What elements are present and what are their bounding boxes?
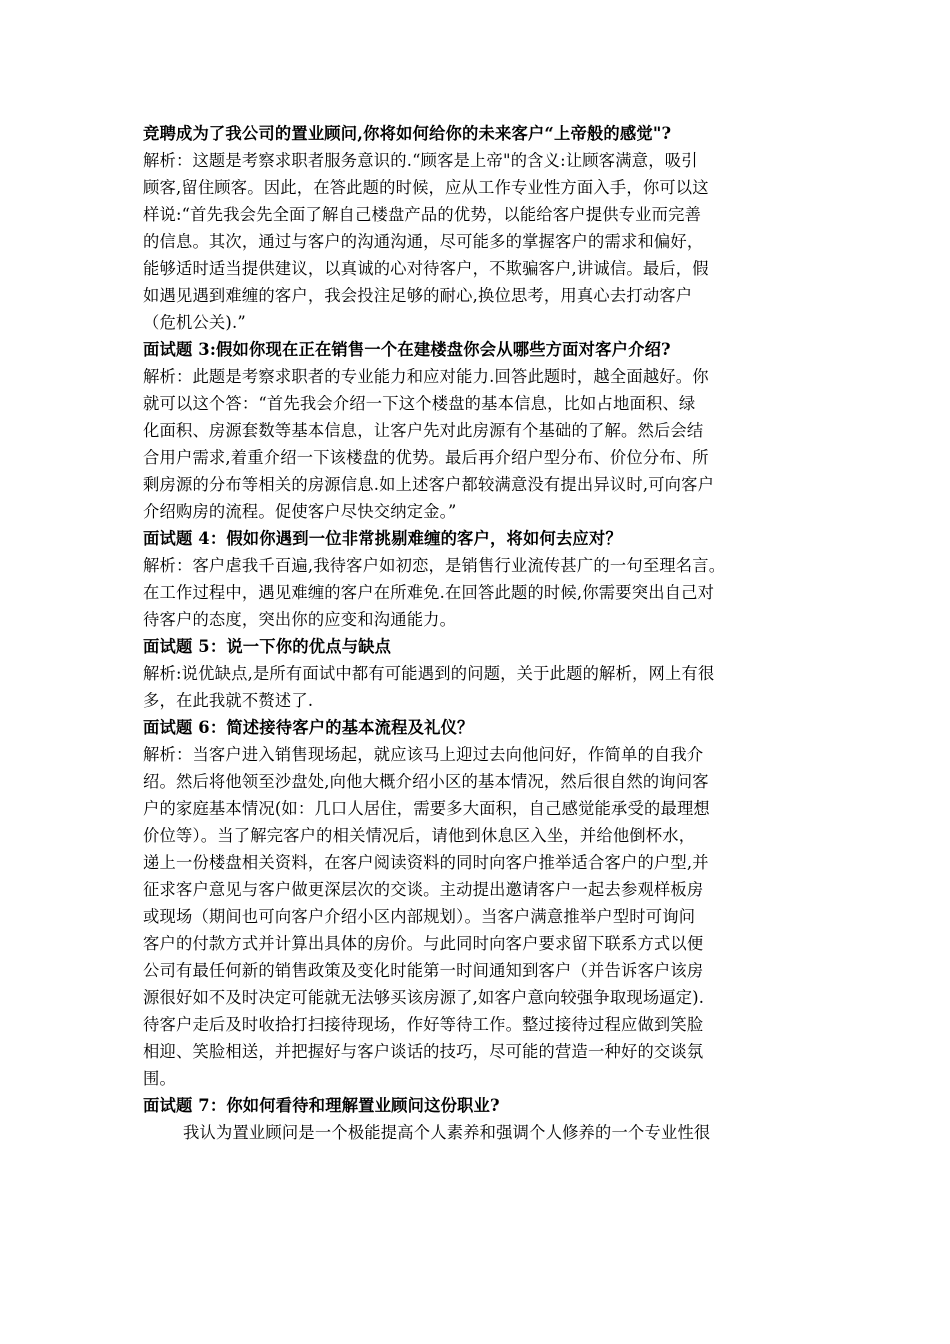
text-line: 公司有最任何新的销售政策及变化时能第一时间通知到客户（并告诉客户该房 [143, 961, 704, 980]
answer-paragraph-3 [143, 363, 815, 525]
text-line: 多，在此我就不赘述了. [143, 691, 314, 710]
text-line: 待客户走后及时收拾打扫接待现场，作好等待工作。整过接待过程应做到笑脸 [143, 1015, 704, 1034]
text-line: 样说:“首先我会先全面了解自己楼盘产品的优势，以能给客户提供专业而完善 [143, 205, 702, 224]
text-line: 相迎、笑脸相送，并把握好与客户谈话的技巧，尽可能的营造一种好的交谈氛 [143, 1042, 704, 1061]
text-line: 能够适时适当提供建议，以真诚的心对待客户，不欺骗客户,讲诚信。最后，假 [143, 259, 709, 278]
text-line: 面试题 5：说一下你的优点与缺点 [143, 637, 392, 656]
text-line: 或现场（期间也可向客户介绍小区内部规划）。当客户满意推举户型时可询问 [143, 907, 696, 926]
text-line: 面试题 7：你如何看待和理解置业顾问这份职业? [143, 1096, 500, 1115]
question-heading-7 [143, 1092, 815, 1119]
text-line: 剩房源的分布等相关的房源信息.如上述客户都较满意没有提出异议时,可向客户 [143, 475, 715, 494]
text-line: 面试题 6：简述接待客户的基本流程及礼仪？ [143, 718, 474, 737]
document-page [143, 120, 815, 1146]
question-heading-1 [143, 120, 815, 147]
text-line: 解析：此题是考察求职者的专业能力和应对能力.回答此题时，越全面越好。你 [143, 367, 709, 386]
text-line: 待客户的态度，突出你的应变和沟通能力。 [143, 610, 457, 629]
text-line: 在工作过程中，遇见难缠的客户在所难免.在回答此题的时候,你需要突出自己对 [143, 583, 715, 602]
text-line: 户的家庭基本情况(如：几口人居住，需要多大面积，自己感觉能承受的最理想 [143, 799, 710, 818]
question-heading-6 [143, 714, 815, 741]
answer-paragraph-1 [143, 147, 815, 336]
text-line: 我认为置业顾问是一个极能提高个人素养和强调个人修养的一个专业性很 [183, 1123, 711, 1142]
text-line: 面试题 4：假如你遇到一位非常挑剔难缠的客户，将如何去应对？ [143, 529, 622, 548]
text-line: 如遇见遇到难缠的客户，我会投注足够的耐心,换位思考，用真心去打动客户 [143, 286, 693, 305]
text-line: 客户的付款方式并计算出具体的房价。与此同时向客户要求留下联系方式以便 [143, 934, 704, 953]
text-line: 顾客,留住顾客。因此，在答此题的时候，应从工作专业性方面入手，你可以这 [143, 178, 709, 197]
answer-paragraph-4 [143, 552, 815, 633]
text-line: 解析：客户虐我千百遍,我待客户如初恋，是销售行业流传甚广的一句至理名言。 [143, 556, 726, 575]
text-line: 竞聘成为了我公司的置业顾问,你将如何给你的未来客户“上帝般的感觉"? [143, 124, 672, 143]
answer-paragraph-6 [143, 741, 815, 1092]
text-line: 价位等）。当了解完客户的相关情况后，请他到休息区入坐，并给他倒杯水， [143, 826, 696, 845]
text-line: 合用户需求,着重介绍一下该楼盘的优势。最后再介绍户型分布、价位分布、所 [143, 448, 709, 467]
text-line: 化面积、房源套数等基本信息，让客户先对此房源有个基础的了解。然后会结 [143, 421, 704, 440]
answer-paragraph-5 [143, 660, 815, 714]
answer-paragraph-7 [143, 1119, 815, 1146]
text-line: 介绍购房的流程。促使客户尽快交纳定金。” [143, 502, 457, 521]
text-line: 的信息。其次，通过与客户的沟通沟通，尽可能多的掌握客户的需求和偏好， [143, 232, 704, 251]
text-line: 绍。然后将他领至沙盘处,向他大概介绍小区的基本情况，然后很自然的询问客 [143, 772, 709, 791]
text-line: 面试题 3:假如你现在正在销售一个在建楼盘你会从哪些方面对客户介绍? [143, 340, 671, 359]
text-line: 解析:说优缺点,是所有面试中都有可能遇到的问题，关于此题的解析，网上有很 [143, 664, 715, 683]
text-line: 递上一份楼盘相关资料，在客户阅读资料的同时向客户推举适合客户的户型,并 [143, 853, 709, 872]
text-line: 征求客户意见与客户做更深层次的交谈。主动提出邀请客户一起去参观样板房 [143, 880, 704, 899]
text-line: 解析：这题是考察求职者服务意识的.“顾客是上帝"的含义:让顾客满意，吸引 [143, 151, 698, 170]
question-heading-5 [143, 633, 815, 660]
question-heading-4 [143, 525, 815, 552]
text-line: （危机公关).” [143, 313, 246, 332]
text-line: 就可以这个答：“首先我会介绍一下这个楼盘的基本信息，比如占地面积、绿 [143, 394, 696, 413]
text-line: 源很好如不及时决定可能就无法够买该房源了,如客户意向较强争取现场逼定). [143, 988, 705, 1007]
text-line: 围。 [143, 1069, 176, 1088]
question-heading-3 [143, 336, 815, 363]
text-line: 解析：当客户进入销售现场起，就应该马上迎过去向他问好，作简单的自我介 [143, 745, 704, 764]
